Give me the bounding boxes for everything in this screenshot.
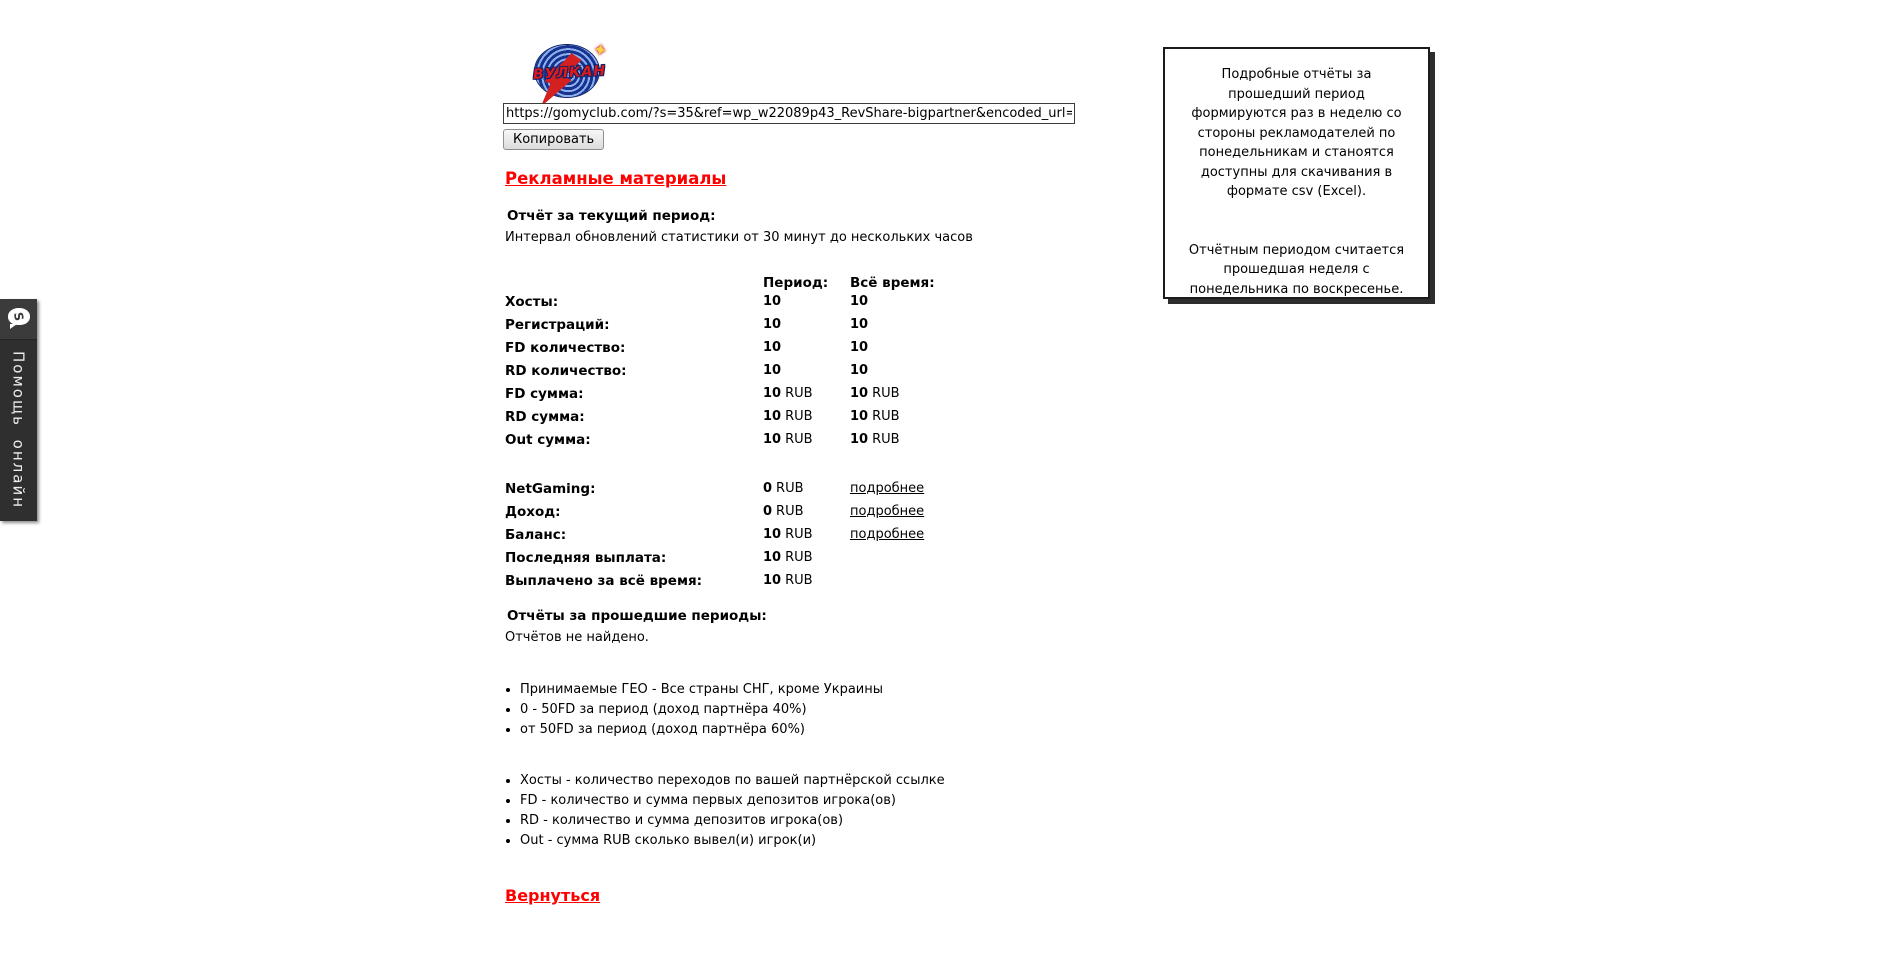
details-link-balance[interactable]: подробнее — [850, 527, 925, 542]
vulkan-logo — [527, 39, 609, 105]
stats-row-fd-sum: FD сумма: 10 RUB 10 RUB — [505, 386, 900, 402]
list-item: • Out - сумма RUB сколько вывел(и) игрок(и) — [520, 831, 945, 851]
past-reports-title: Отчёты за прошедшие периоды: — [507, 608, 767, 624]
list-item: • 0 - 50FD за период (доход партнёра 40%) — [520, 700, 883, 720]
info-box — [1163, 47, 1430, 299]
terms-list — [505, 680, 883, 740]
list-item: • Принимаемые ГЕО - Все страны СНГ, кроме Украины — [520, 680, 883, 700]
chat-glyph: S — [11, 311, 27, 322]
current-report-subtitle: Интервал обновлений статистики от 30 минут до нескольких часов — [505, 230, 973, 245]
stats-row-registrations: Регистраций: 10 10 — [505, 317, 869, 333]
summary-row-netgaming: NetGaming: 0 RUB подробнее — [505, 481, 925, 497]
back-link[interactable]: Вернуться — [505, 886, 601, 905]
column-header-period: Период: — [763, 275, 829, 291]
stats-row-hosts: Хосты: 10 10 — [505, 294, 869, 310]
materials-link[interactable]: Рекламные материалы — [505, 169, 727, 188]
details-link-netgaming[interactable]: подробнее — [850, 481, 925, 496]
column-header-alltime: Всё время: — [850, 275, 935, 291]
summary-row-balance: Баланс: 10 RUB подробнее — [505, 527, 925, 543]
list-item: • Хосты - количество переходов по вашей партнёрской ссылке — [520, 771, 945, 791]
chat-bubble-icon — [8, 308, 30, 325]
info-gap — [1181, 202, 1412, 241]
info-paragraph-1: Подробные отчёты за прошедший период формируются раз в неделю со стороны рекламодателей по понедельникам и станоятся доступны для скачивания в формате csv (Excel). — [1191, 67, 1402, 199]
info-paragraph-2: Отчётным периодом считается прошедшая неделя с понедельника по воскресенье. — [1188, 242, 1405, 297]
stats-header-row — [505, 275, 975, 295]
stats-row-rd-sum: RD сумма: 10 RUB 10 RUB — [505, 409, 900, 425]
online-help-widget[interactable] — [0, 299, 37, 521]
list-item: • FD - количество и сумма первых депозитов игрока(ов) — [520, 791, 945, 811]
list-item: • от 50FD за период (доход партнёра 60%) — [520, 720, 883, 740]
list-item: • RD - количество и сумма депозитов игрока(ов) — [520, 811, 945, 831]
stats-row-rd-count: RD количество: 10 10 — [505, 363, 869, 379]
current-report-title: Отчёт за текущий период: — [507, 208, 716, 224]
logo-wordmark: ВУЛКАН — [532, 63, 607, 83]
past-reports-empty: Отчётов не найдено. — [505, 630, 649, 645]
glossary-list — [505, 771, 945, 851]
chat-icon-tile[interactable] — [0, 299, 37, 340]
logo-burst-icon: ✦ — [591, 39, 609, 63]
online-help-label: Помощь онлайн — [9, 351, 28, 510]
referral-url-input[interactable] — [503, 103, 1075, 124]
stats-row-out-sum: Out сумма: 10 RUB 10 RUB — [505, 432, 900, 448]
copy-button[interactable]: Копировать — [503, 129, 604, 150]
summary-row-income: Доход: 0 RUB подробнее — [505, 504, 925, 520]
summary-row-last-payout: Последняя выплата: 10 RUB — [505, 550, 813, 566]
details-link-income[interactable]: подробнее — [850, 504, 925, 519]
summary-row-paid-total: Выплачено за всё время: 10 RUB — [505, 573, 813, 589]
stats-row-fd-count: FD количество: 10 10 — [505, 340, 869, 356]
